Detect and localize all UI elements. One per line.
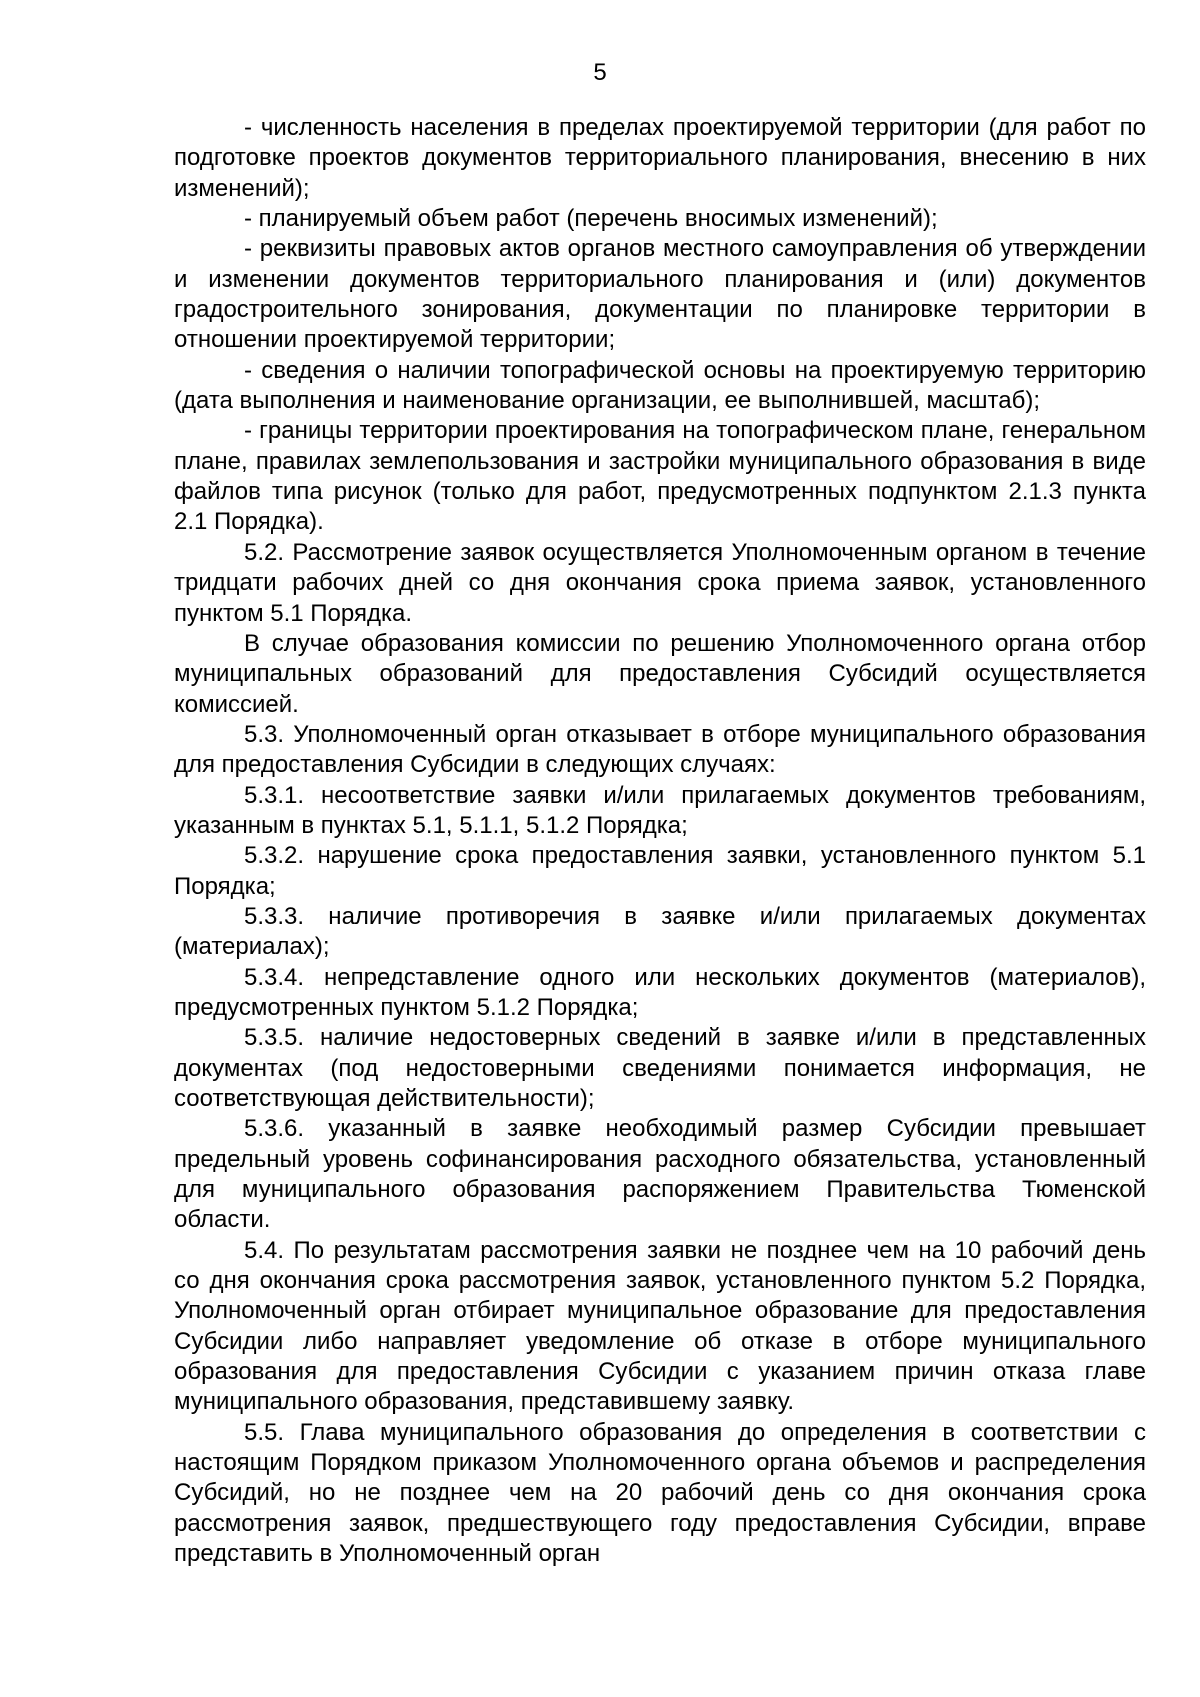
paragraph-5-3-5: 5.3.5. наличие недостоверных сведений в заявке и/или в представленных документах (под недостоверными сведениями понимается информация, не соответствующая действительности); [174,1024,1146,1112]
paragraph-population: - численность населения в пределах проектируемой территории (для работ по подготовке проектов документов территориального планирования, внесению в них изменений); [174,114,1146,202]
paragraph-territory-boundaries: - границы территории проектирования на топографическом плане, генеральном плане, правилах землепользования и застройки муниципального образования в виде файлов типа рисунок (только для работ, предусмотренных подпунктом 2.1.3 пункта 2.1 Порядка). [174,417,1146,536]
paragraph-work-volume: - планируемый объем работ (перечень вносимых изменений); [244,205,938,233]
paragraph-legal-acts: - реквизиты правовых актов органов местного самоуправления об утверждении и изменении документов территориального планирования и (или) документов градостроительного зонирования, документации по планировке территории в отношении проектируемой территории; [174,235,1146,354]
paragraph-5-5: 5.5. Глава муниципального образования до определения в соответствии с настоящим Порядком приказом Уполномоченного органа объемов и распределения Субсидий, но не позднее чем на 20 рабочий день со дня окончания срока рассмотрения заявок, предшествующего году предоставления Субсидии, вправе представить в Уполномоченный орган [174,1418,1146,1568]
paragraph-5-4: 5.4. По результатам рассмотрения заявки не позднее чем на 10 рабочий день со дня окончания срока рассмотрения заявок, установленного пунктом 5.2 Порядка, Уполномоченный орган отбирает муниципальное образование для предоставления Субсидии либо направляет уведомление об отказе в отборе муниципального образования для предоставления Субсидии с указанием причин отказа главе муниципального образования, представившему заявку. [174,1236,1146,1416]
paragraph-5-3-3: 5.3.3. наличие противоречия в заявке и/или прилагаемых документах (материалах); [174,902,1146,961]
paragraph-5-3-4: 5.3.4. непредставление одного или нескольких документов (материалов), предусмотренных пунктом 5.1.2 Порядка; [174,963,1146,1021]
paragraph-5-3-2: 5.3.2. нарушение срока предоставления заявки, установленного пунктом 5.1 Порядка; [174,842,1146,900]
page-number: 5 [593,59,607,86]
document-body [174,113,1146,1570]
paragraph-5-2: 5.2. Рассмотрение заявок осуществляется Уполномоченным органом в течение тридцати рабочих дней со дня окончания срока приема заявок, установленного пунктом 5.1 Порядка. [174,538,1146,627]
paragraph-commission: В случае образования комиссии по решению Уполномоченного органа отбор муниципальных образований для предоставления Субсидий осуществляется комиссией. [174,629,1146,718]
paragraph-5-3-1: 5.3.1. несоответствие заявки и/или прилагаемых документов требованиям, указанным в пунктах 5.1, 5.1.1, 5.1.2 Порядка; [174,781,1146,839]
paragraph-topographic-basis: - сведения о наличии топографической основы на проектируемую территорию (дата выполнения и наименование организации, ее выполнившей, масштаб); [174,356,1146,415]
paragraph-5-3: 5.3. Уполномоченный орган отказывает в отборе муниципального образования для предоставления Субсидии в следующих случаях: [174,720,1146,779]
paragraph-5-3-6: 5.3.6. указанный в заявке необходимый размер Субсидии превышает предельный уровень софинансирования расходного обязательства, установленный для муниципального образования распоряжением Правительства Тюменской области. [174,1115,1146,1234]
